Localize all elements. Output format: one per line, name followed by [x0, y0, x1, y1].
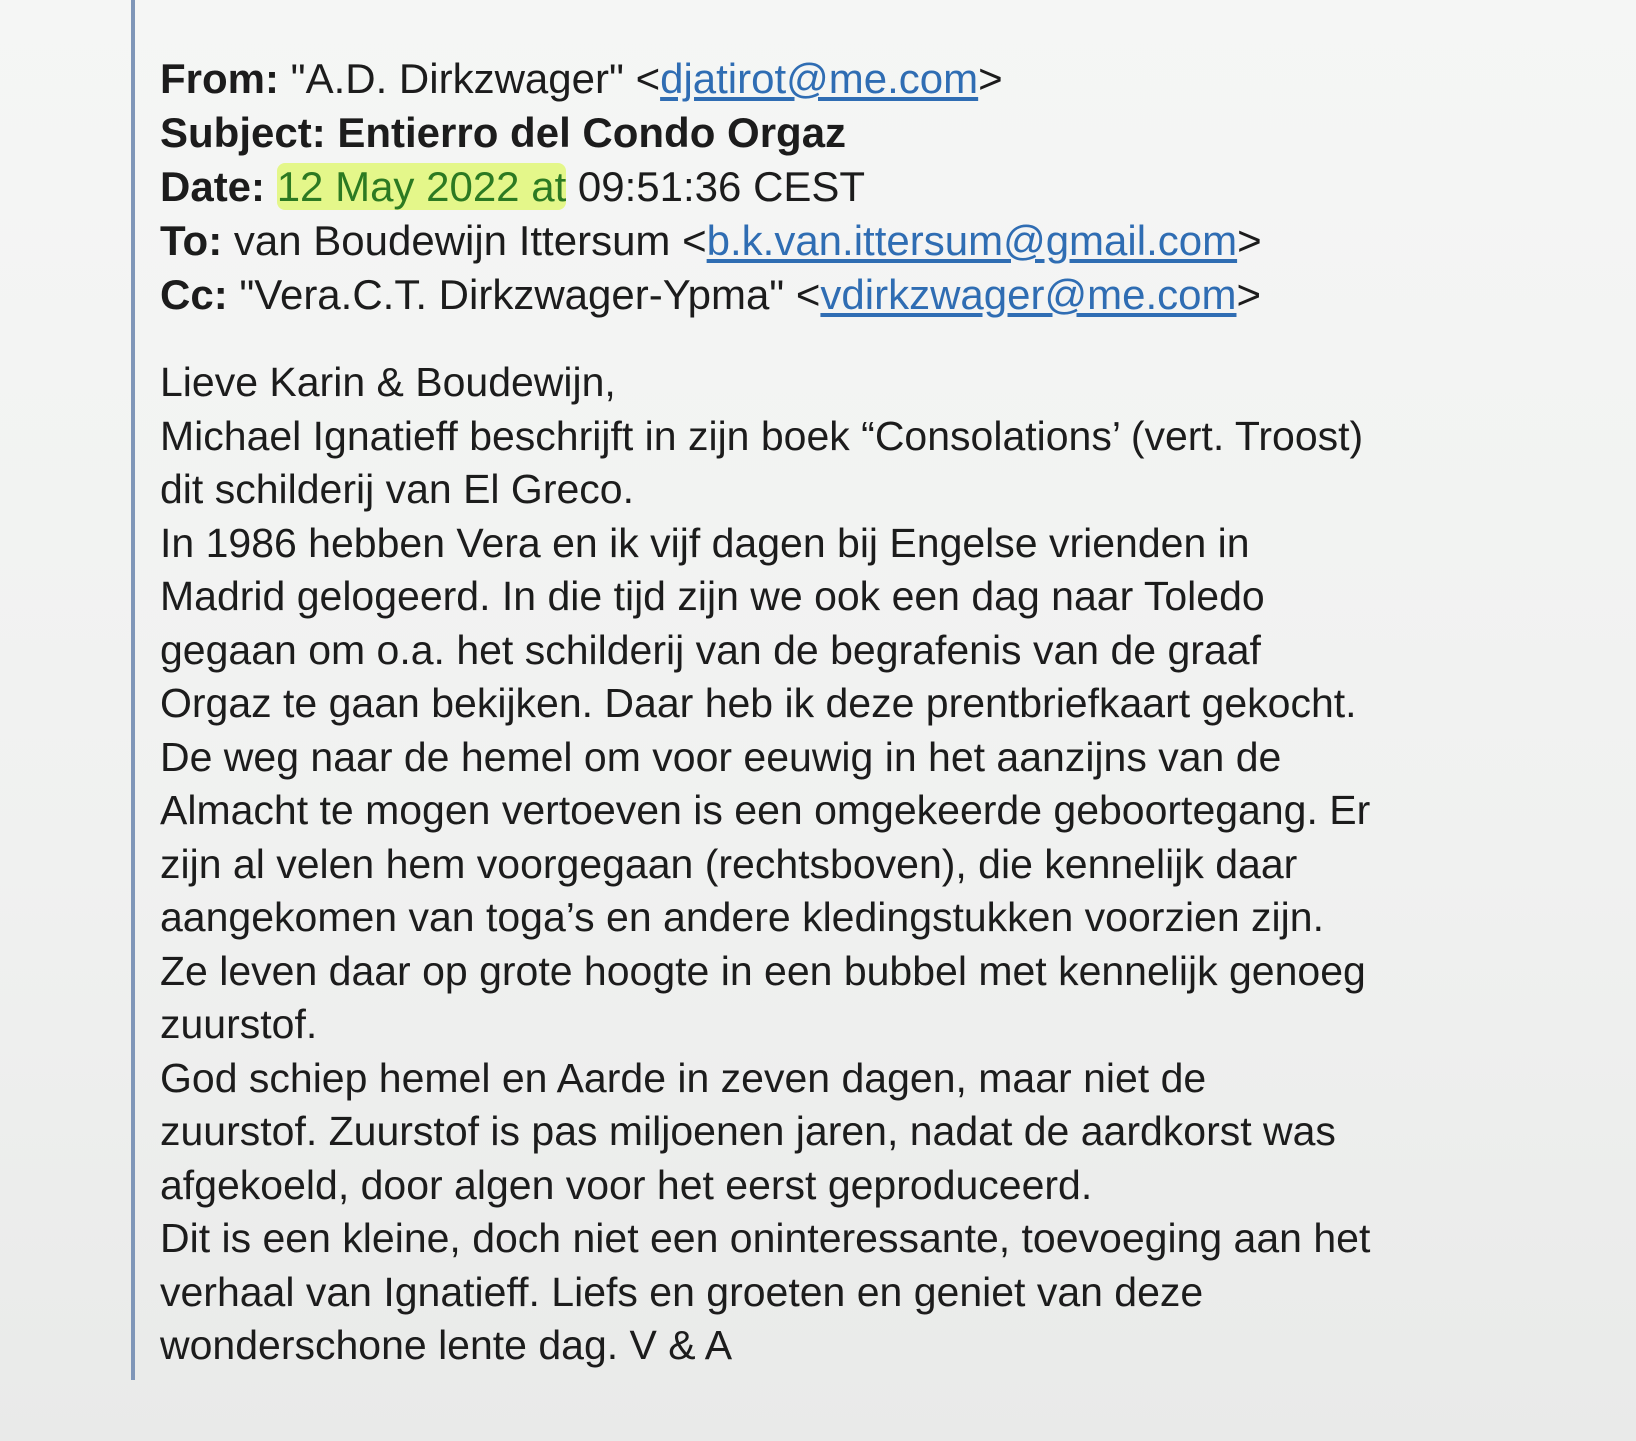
email-body — [160, 356, 1580, 1373]
body-line: zijn al velen hem voorgegaan (rechtsboven), die kennelijk daar — [160, 840, 1298, 887]
to-open-bracket: < — [682, 217, 707, 264]
body-line: Michael Ignatieff beschrijft in zijn boek “Consolations’ (vert. Troost) — [160, 412, 1364, 459]
body-line: Dit is een kleine, doch niet een oninteressante, toevoeging aan het — [160, 1215, 1371, 1261]
cc-close-bracket: > — [1236, 271, 1262, 318]
from-close-bracket: > — [978, 55, 1003, 102]
body-line: God schiep hemel en Aarde in zeven dagen, maar niet de — [160, 1054, 1207, 1101]
to-name: van Boudewijn Ittersum — [233, 217, 671, 264]
body-line: dit schilderij van El Greco. — [160, 466, 634, 512]
subject-label: Subject: — [160, 109, 326, 156]
from-row — [160, 52, 1580, 106]
cc-name: "Vera.C.T. Dirkzwager-Ypma" — [239, 271, 785, 318]
email-message — [160, 52, 1580, 1373]
body-line: Ze leven daar op grote hoogte in een bubbel met kennelijk genoeg — [160, 947, 1366, 994]
email-headers — [160, 52, 1580, 322]
date-row — [160, 160, 1580, 214]
body-line: gegaan om o.a. het schilderij van de begrafenis van de graaf — [160, 626, 1261, 673]
subject-text: Entierro del Condo Orgaz — [337, 109, 847, 156]
from-open-bracket: < — [635, 55, 661, 102]
cc-row — [160, 268, 1580, 322]
cc-email-link[interactable]: vdirkzwager@me.com — [820, 271, 1237, 318]
body-line: zuurstof. — [160, 1001, 318, 1047]
body-line: zuurstof. Zuurstof is pas miljoenen jaren, nadat de aardkorst was — [160, 1108, 1336, 1154]
to-label: To: — [160, 217, 223, 264]
body-line: wonderschone lente dag. V & A — [160, 1322, 733, 1368]
to-close-bracket: > — [1237, 217, 1262, 264]
cc-open-bracket: < — [795, 271, 821, 318]
quote-bar — [131, 0, 135, 1380]
body-line: De weg naar de hemel om voor eeuwig in het aanzijns van de — [160, 733, 1282, 780]
to-row — [160, 214, 1580, 268]
from-name: "A.D. Dirkzwager" — [290, 55, 624, 102]
cc-label: Cc: — [160, 271, 228, 318]
date-highlighted: 12 May 2022 at — [276, 163, 567, 210]
body-line: Madrid gelogeerd. In die tijd zijn we ook een dag naar Toledo — [160, 573, 1265, 619]
body-line: Orgaz te gaan bekijken. Daar heb ik deze prentbriefkaart gekocht. — [160, 680, 1357, 726]
body-line: Lieve Karin & Boudewijn, — [160, 359, 616, 405]
to-email-link[interactable]: b.k.van.ittersum@gmail.com — [706, 217, 1238, 264]
from-label: From: — [160, 55, 279, 102]
body-line: afgekoeld, door algen voor het eerst geproduceerd. — [160, 1161, 1093, 1208]
date-time: 09:51:36 CEST — [577, 163, 866, 210]
subject-row — [160, 106, 1580, 160]
body-line: verhaal van Ignatieff. Liefs en groeten en geniet van deze — [160, 1268, 1204, 1315]
body-line: aangekomen van toga’s en andere kledingstukken voorzien zijn. — [160, 894, 1324, 940]
body-line: Almacht te mogen vertoeven is een omgekeerde geboortegang. Er — [160, 787, 1371, 833]
from-email-link[interactable]: djatirot@me.com — [660, 55, 979, 102]
body-line: In 1986 hebben Vera en ik vijf dagen bij Engelse vrienden in — [160, 519, 1250, 566]
date-label: Date: — [160, 163, 266, 210]
